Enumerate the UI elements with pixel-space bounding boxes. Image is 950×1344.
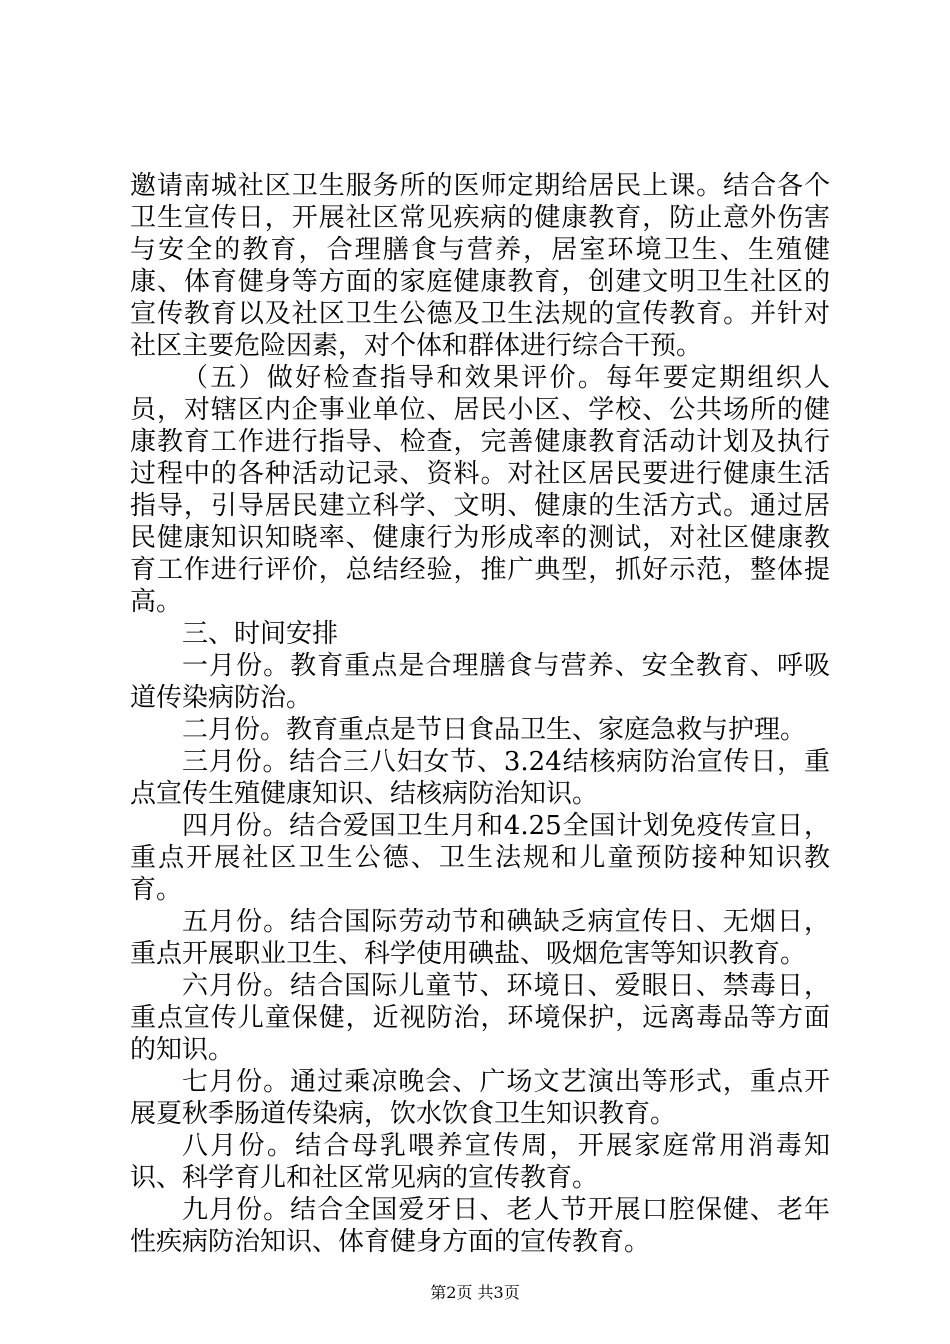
paragraph-august: 八月份。结合母乳喂养宣传周，开展家庭常用消毒知识、科学育儿和社区常见病的宣传教育。 [130,1131,830,1193]
paragraph-april: 四月份。结合爱国卫生月和4.25全国计划免疫传宣日，重点开展社区卫生公德、卫生法规和儿童预防接种知识教育。 [130,811,830,905]
paragraph-section-five: （五）做好检查指导和效果评价。每年要定期组织人员，对辖区内企事业单位、居民小区、学校、公共场所的健康教育工作进行指导、检查，完善健康教育活动计划及执行过程中的各种活动记录、资料。对社区居民要进行健康生活指导，引导居民建立科学、文明、健康的生活方式。通过居民健康知识知晓率、健康行为形成率的测试，对社区健康教育工作进行评价，总结经验，推广典型，抓好示范，整体提高。 [130,363,830,617]
document-body [130,170,830,1258]
section-heading-schedule: 三、时间安排 [182,619,339,649]
paragraph-september: 九月份。结合全国爱牙日、老人节开展口腔保健、老年性疾病防治知识、体育健身方面的宣传教育。 [130,1195,830,1257]
page-number-footer: 第2页 共3页 [430,1283,520,1302]
paragraph-continuation: 邀请南城社区卫生服务所的医师定期给居民上课。结合各个卫生宣传日，开展社区常见疾病的健康教育，防止意外伤害与安全的教育，合理膳食与营养，居室环境卫生、生殖健康、体育健身等方面的家庭健康教育，创建文明卫生社区的宣传教育以及社区卫生公德及卫生法规的宣传教育。并针对社区主要危险因素，对个体和群体进行综合干预。 [130,171,830,361]
paragraph-january: 一月份。教育重点是合理膳食与营养、安全教育、呼吸道传染病防治。 [130,651,830,713]
paragraph-july: 七月份。通过乘凉晚会、广场文艺演出等形式，重点开展夏秋季肠道传染病，饮水饮食卫生知识教育。 [130,1067,830,1129]
paragraph-june: 六月份。结合国际儿童节、环境日、爱眼日、禁毒日，重点宣传儿童保健，近视防治，环境保护，远离毒品等方面的知识。 [130,971,830,1065]
paragraph-march: 三月份。结合三八妇女节、3.24结核病防治宣传日，重点宣传生殖健康知识、结核病防治知识。 [130,747,830,809]
paragraph-february: 二月份。教育重点是节日食品卫生、家庭急救与护理。 [182,715,807,745]
paragraph-may: 五月份。结合国际劳动节和碘缺乏病宣传日、无烟日，重点开展职业卫生、科学使用碘盐、吸烟危害等知识教育。 [130,907,830,969]
